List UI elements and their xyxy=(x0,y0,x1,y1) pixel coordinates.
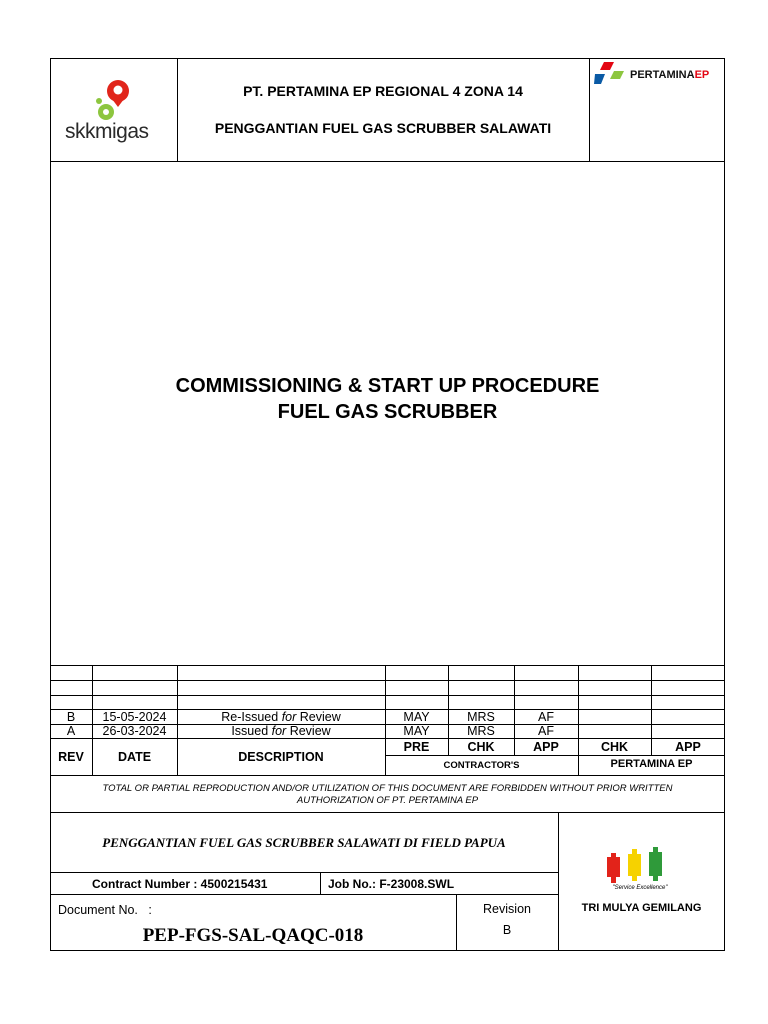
rev-desc-text: Issued xyxy=(231,724,272,738)
rev-header-description: DESCRIPTION xyxy=(238,750,324,764)
tri-mulya-gemilang-logo xyxy=(600,845,680,895)
rev-header-app: APP xyxy=(533,740,559,754)
pertamina-wordmark: PERTAMINA xyxy=(630,69,695,81)
rev-description xyxy=(177,710,385,724)
rev-description xyxy=(177,724,385,738)
rev-desc-text: Review xyxy=(286,724,331,738)
rev-header-date: DATE xyxy=(117,750,152,764)
contractor-label: CONTRACTOR'S xyxy=(443,760,520,771)
document-number-label: Document No. : xyxy=(58,903,152,917)
rev-desc-emphasis: for xyxy=(271,724,287,738)
job-number: Job No.: F-23008.SWL xyxy=(328,877,455,891)
rev-header-owner-chk: CHK xyxy=(600,740,629,754)
rev-date: 15-05-2024 xyxy=(102,710,167,724)
rev-header-chk: CHK xyxy=(467,740,495,754)
rev-app: AF xyxy=(538,724,554,738)
pertamina-ep-logo xyxy=(594,61,722,87)
footer-project-title: PENGGANTIAN FUEL GAS SCRUBBER SALAWATI DI FIELD PAPUA xyxy=(102,835,506,850)
skkmigas-wordmark: skkmigas xyxy=(65,120,149,143)
document-title-line2: FUEL GAS SCRUBBER xyxy=(277,401,498,423)
rev-chk: MRS xyxy=(467,710,495,724)
rev-desc-text: Re-Issued xyxy=(221,710,282,724)
tmg-bars-icon xyxy=(600,845,680,887)
pertamina-emblem-icon xyxy=(594,61,628,85)
rev-code: B xyxy=(66,710,76,724)
document-title-line1: COMMISSIONING & START UP PROCEDURE xyxy=(175,375,600,397)
document-number: PEP-FGS-SAL-QAQC-018 xyxy=(142,925,364,946)
rev-pre: MAY xyxy=(403,710,430,724)
rev-header-pre: PRE xyxy=(403,740,430,754)
rev-app: AF xyxy=(538,710,554,724)
reproduction-notice-line2: AUTHORIZATION OF PT. PERTAMINA EP xyxy=(296,795,479,806)
owner-label: PERTAMINA EP xyxy=(610,758,693,770)
project-title: PENGGANTIAN FUEL GAS SCRUBBER SALAWATI xyxy=(214,120,552,136)
revision-label: Revision xyxy=(483,902,531,916)
rev-code: A xyxy=(66,724,76,738)
contract-number: Contract Number : 4500215431 xyxy=(92,877,268,891)
reproduction-notice-line1: TOTAL OR PARTIAL REPRODUCTION AND/OR UTILIZATION OF THIS DOCUMENT ARE FORBIDDEN WITHOUT PRIOR WRITTEN xyxy=(102,783,673,794)
rev-pre: MAY xyxy=(403,724,430,738)
company-title: PT. PERTAMINA EP REGIONAL 4 ZONA 14 xyxy=(243,83,523,99)
rev-desc-text: Review xyxy=(296,710,341,724)
rev-chk: MRS xyxy=(467,724,495,738)
rev-desc-emphasis: for xyxy=(281,710,297,724)
tmg-tagline: "Service Excellence" xyxy=(612,885,668,891)
pertamina-ep-suffix: EP xyxy=(694,69,710,81)
revision-value: B xyxy=(502,923,512,937)
rev-header-rev: REV xyxy=(58,750,84,764)
rev-header-owner-app: APP xyxy=(675,740,701,754)
contractor-name: TRI MULYA GEMILANG xyxy=(581,902,702,914)
skkmigas-logo xyxy=(60,76,170,146)
rev-date: 26-03-2024 xyxy=(102,724,167,738)
document-frame xyxy=(50,58,725,951)
